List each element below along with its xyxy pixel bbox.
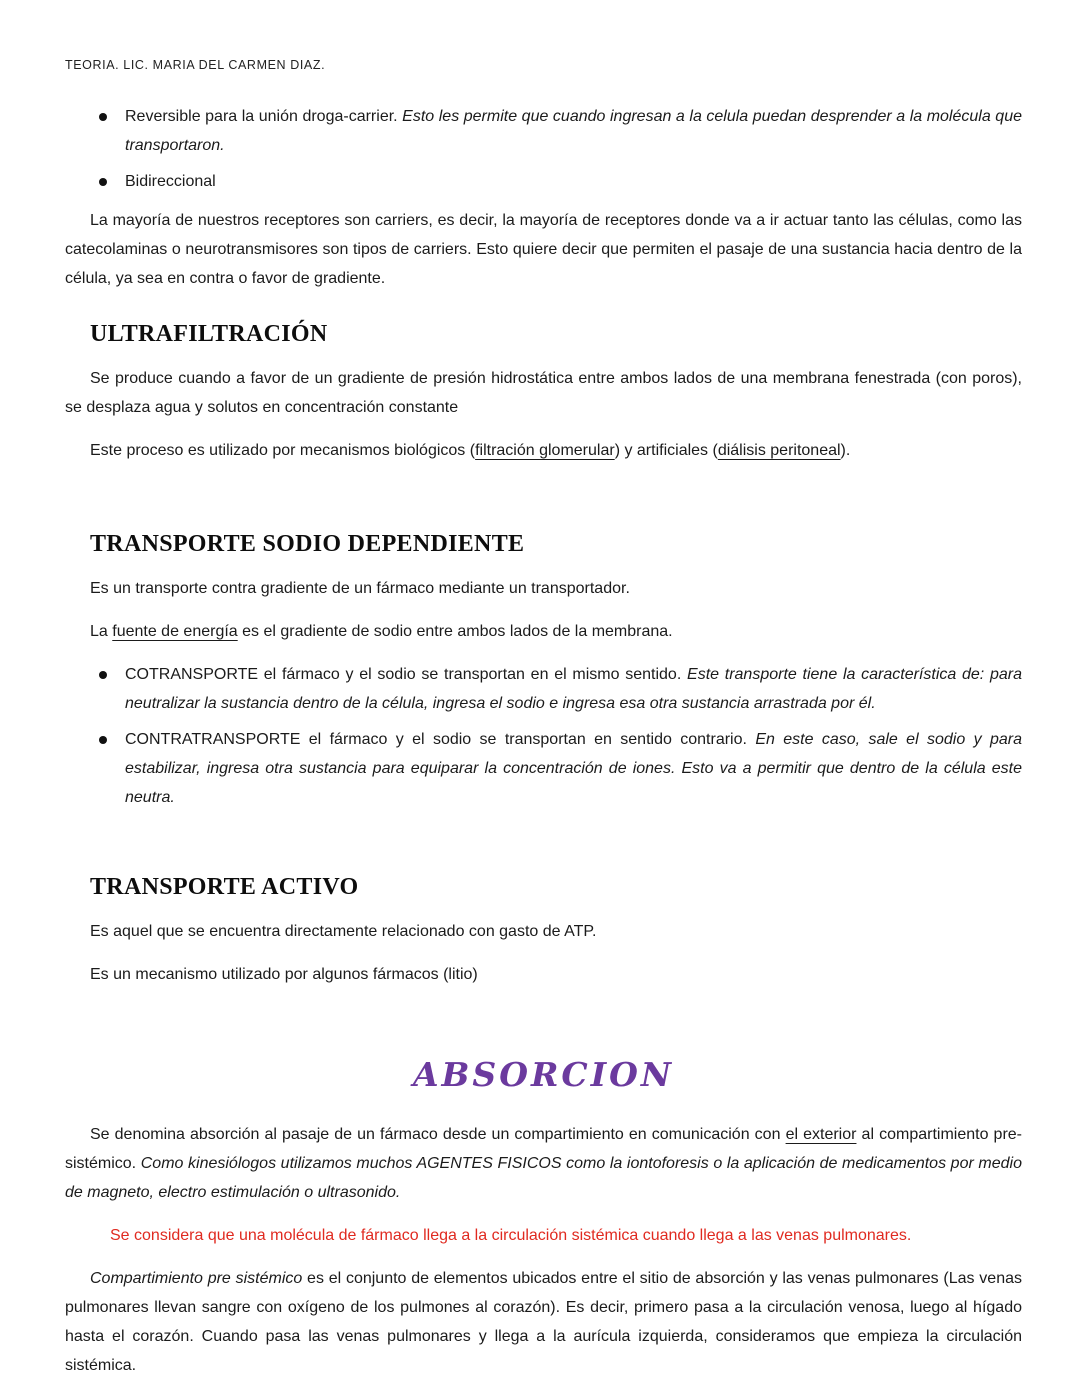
section-title-sodio-dependiente: TRANSPORTE SODIO DEPENDIENTE bbox=[90, 531, 525, 557]
list-item bbox=[125, 660, 1022, 718]
spacer bbox=[65, 822, 1022, 874]
sodio-bullet-list bbox=[65, 660, 1022, 812]
text-segment-italic: Compartimiento pre sistémico bbox=[90, 1270, 303, 1287]
text-segment: Bidireccional bbox=[125, 173, 216, 190]
text-segment: La bbox=[90, 623, 113, 640]
absorcion-paragraph-1 bbox=[65, 1120, 1022, 1207]
page-title-absorcion: ABSORCION bbox=[412, 1055, 675, 1094]
text-segment: CONTRATRANSPORTE el fármaco y el sodio se transportan en sentido contrario. bbox=[125, 731, 756, 748]
ultrafiltracion-paragraph-2 bbox=[65, 436, 1022, 465]
text-segment: ). bbox=[840, 442, 851, 459]
text-segment-italic: Como kinesiólogos utilizamos muchos AGENTES FISICOS como la iontoforesis o la aplicación de medicamentos por medio de magneto, electro estimulación o ultrasonido. bbox=[65, 1155, 1022, 1201]
text-segment-italic: Esto les permite que cuando ingresan a la celula puedan desprender a la molécula que transportaron. bbox=[125, 108, 1022, 154]
text-segment-underlined: diálisis peritoneal bbox=[717, 442, 841, 459]
text-segment: Reversible para la unión droga-carrier. bbox=[125, 108, 403, 125]
sodio-paragraph-2 bbox=[65, 617, 1022, 646]
absorcion-paragraph-2 bbox=[65, 1264, 1022, 1380]
text-segment-underlined: filtración glomerular bbox=[475, 442, 615, 459]
section-title-ultrafiltracion: ULTRAFILTRACIÓN bbox=[90, 321, 328, 347]
text-segment-italic: Este transporte tiene la característica de: para neutralizar la sustancia dentro de la célula, ingresa el sodio e ingresa esa otra sustancia arrastrada por él. bbox=[125, 666, 1023, 712]
sodio-paragraph-1: Es un transporte contra gradiente de un fármaco mediante un transportador. bbox=[90, 580, 630, 597]
text-segment-underlined: el exterior bbox=[785, 1126, 857, 1143]
spacer bbox=[65, 479, 1022, 531]
text-segment: al compartimiento pre-sistémico. bbox=[65, 1126, 1023, 1172]
spacer bbox=[65, 1003, 1022, 1055]
text-segment: ) y artificiales ( bbox=[614, 442, 718, 459]
list-item bbox=[125, 102, 1022, 160]
list-item bbox=[125, 167, 1022, 196]
text-segment: Se denomina absorción al pasaje de un fármaco desde un compartimiento en comunicación con bbox=[90, 1126, 786, 1143]
text-segment: es el gradiente de sodio entre ambos lados de la membrana. bbox=[237, 623, 673, 640]
text-segment-italic: En este caso, sale el sodio y para estabilizar, ingresa otra sustancia para equiparar la concentración de iones. Esto va a permitir que dentro de la célula este neutra. bbox=[125, 731, 1022, 806]
text-segment-underlined: fuente de energía bbox=[112, 623, 238, 640]
list-item bbox=[125, 725, 1022, 812]
spacer bbox=[65, 307, 1022, 321]
activo-paragraph-2: Es un mecanismo utilizado por algunos fármacos (litio) bbox=[90, 966, 478, 983]
text-segment: COTRANSPORTE el fármaco y el sodio se transportan en el mismo sentido. bbox=[125, 666, 688, 683]
text-segment: Este proceso es utilizado por mecanismos biológicos ( bbox=[90, 442, 476, 459]
carriers-paragraph: La mayoría de nuestros receptores son carriers, es decir, la mayoría de receptores donde va a ir actuar tanto las células, como las catecolaminas o neurotransmisores son tipos de carriers. Esto quiere decir que permiten el pasaje de una sustancia hacia dentro de la célula, ya sea en contra o favor de gradiente. bbox=[65, 212, 1022, 287]
intro-bullet-list bbox=[65, 102, 1022, 196]
ultrafiltracion-paragraph-1: Se produce cuando a favor de un gradiente de presión hidrostática entre ambos lados de una membrana fenestrada (con poros), se desplaza agua y solutos en concentración constante bbox=[65, 370, 1022, 416]
text-segment: es el conjunto de elementos ubicados entre el sitio de absorción y las venas pulmonares (Las venas pulmonares llevan sangre con oxígeno de los pulmones al corazón). Es decir, primero pasa a la circulación venosa, luego al hígado hasta el corazón. Cuando pasa las venas pulmonares y llega a la aurícula izquierda, consideramos que empieza la circulación sistémica. bbox=[65, 1270, 1022, 1374]
alert-note: Se considera que una molécula de fármaco llega a la circulación sistémica cuando llega a las venas pulmonares. bbox=[110, 1227, 912, 1244]
course-header: TEORIA. LIC. MARIA DEL CARMEN DIAZ. bbox=[65, 58, 326, 72]
activo-paragraph-1: Es aquel que se encuentra directamente relacionado con gasto de ATP. bbox=[90, 923, 597, 940]
section-title-transporte-activo: TRANSPORTE ACTIVO bbox=[90, 874, 359, 900]
